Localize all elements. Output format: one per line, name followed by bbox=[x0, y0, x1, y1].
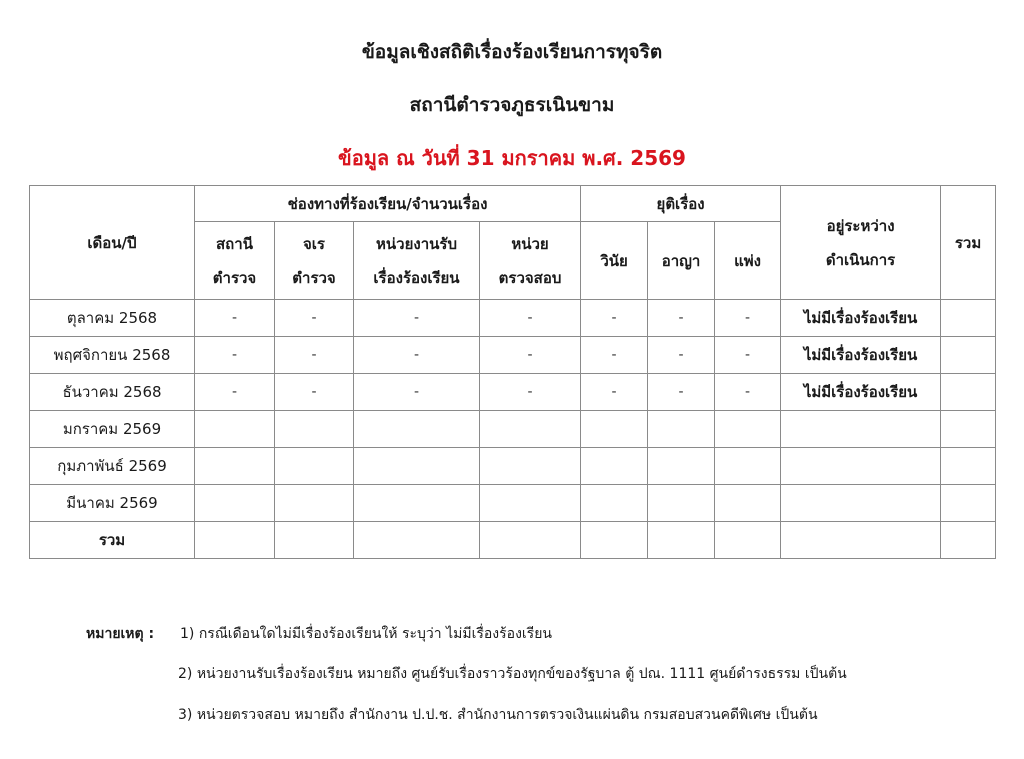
header-channel-station-line1: สถานี bbox=[216, 234, 253, 253]
table-cell bbox=[354, 448, 480, 485]
table-cell: - bbox=[480, 337, 581, 374]
table-cell bbox=[480, 411, 581, 448]
table-cell: - bbox=[354, 337, 480, 374]
table-cell: - bbox=[480, 374, 581, 411]
table-cell bbox=[480, 522, 581, 559]
table-cell bbox=[480, 485, 581, 522]
table-row bbox=[30, 300, 996, 337]
header-settled-group: ยุติเรื่อง bbox=[581, 186, 781, 222]
table-cell bbox=[195, 411, 275, 448]
complaint-statistics-table bbox=[29, 185, 996, 559]
table-cell: - bbox=[715, 374, 781, 411]
row-month: ธันวาคม 2568 bbox=[30, 374, 195, 411]
table-cell bbox=[354, 485, 480, 522]
row-total bbox=[941, 411, 996, 448]
header-total: รวม bbox=[941, 186, 996, 300]
row-pending-status bbox=[781, 448, 941, 485]
table-cell: - bbox=[195, 374, 275, 411]
table-cell: - bbox=[354, 300, 480, 337]
as-of-date: ข้อมูล ณ วันที่ 31 มกราคม พ.ศ. 2569 bbox=[338, 146, 686, 170]
table-cell bbox=[715, 448, 781, 485]
table-cell: - bbox=[354, 374, 480, 411]
row-total bbox=[941, 300, 996, 337]
header-pending-line1: อยู่ระหว่าง bbox=[826, 216, 895, 235]
table-row bbox=[30, 448, 996, 485]
table-cell bbox=[195, 448, 275, 485]
table-cell bbox=[648, 411, 715, 448]
table-row bbox=[30, 337, 996, 374]
table-cell bbox=[581, 522, 648, 559]
table-cell: - bbox=[648, 337, 715, 374]
note-item-2: 2) หน่วยงานรับเรื่องร้องเรียน หมายถึง ศูนย์รับเรื่องราวร้องทุกข์ของรัฐบาล ตู้ ปณ. 1111 ศูนย์ดำรงธรรม เป็นต้น bbox=[178, 666, 847, 682]
table-cell: - bbox=[480, 300, 581, 337]
header-channel-inspector bbox=[275, 222, 354, 300]
header-settled-discipline: วินัย bbox=[581, 222, 648, 300]
row-month: ตุลาคม 2568 bbox=[30, 300, 195, 337]
table-cell bbox=[275, 522, 354, 559]
table-cell bbox=[275, 411, 354, 448]
row-pending-status: ไม่มีเรื่องร้องเรียน bbox=[781, 337, 941, 374]
table-cell bbox=[648, 522, 715, 559]
table-cell: - bbox=[715, 337, 781, 374]
table-cell bbox=[275, 448, 354, 485]
header-month: เดือน/ปี bbox=[30, 186, 195, 300]
table-cell: - bbox=[195, 300, 275, 337]
header-channel-audit bbox=[480, 222, 581, 300]
table-cell bbox=[195, 485, 275, 522]
table-cell bbox=[648, 448, 715, 485]
row-pending-status bbox=[781, 411, 941, 448]
table-cell bbox=[581, 485, 648, 522]
table-cell bbox=[781, 522, 941, 559]
table-row bbox=[30, 411, 996, 448]
notes-label: หมายเหตุ : bbox=[86, 626, 155, 642]
row-total bbox=[941, 485, 996, 522]
header-settled-criminal: อาญา bbox=[648, 222, 715, 300]
header-channel-agency-line2: เรื่องร้องเรียน bbox=[373, 268, 460, 287]
row-total bbox=[941, 337, 996, 374]
table-cell: - bbox=[275, 374, 354, 411]
header-channel-agency-line1: หน่วยงานรับ bbox=[376, 234, 457, 253]
table-cell bbox=[715, 485, 781, 522]
table-cell bbox=[715, 411, 781, 448]
table-cell bbox=[354, 411, 480, 448]
station-name: สถานีตำรวจภูธรเนินขาม bbox=[409, 94, 615, 116]
table-row bbox=[30, 485, 996, 522]
header-channel-station-line2: ตำรวจ bbox=[212, 268, 257, 287]
header-channel-station bbox=[195, 222, 275, 300]
row-month: มกราคม 2569 bbox=[30, 411, 195, 448]
row-month: พฤศจิกายน 2568 bbox=[30, 337, 195, 374]
header-channel-agency bbox=[354, 222, 480, 300]
table-cell: - bbox=[581, 374, 648, 411]
table-cell bbox=[581, 448, 648, 485]
table-cell: - bbox=[648, 374, 715, 411]
header-channel-inspector-line1: จเร bbox=[303, 234, 325, 253]
table-cell bbox=[275, 485, 354, 522]
row-pending-status: ไม่มีเรื่องร้องเรียน bbox=[781, 374, 941, 411]
header-settled-civil: แพ่ง bbox=[715, 222, 781, 300]
header-channel-audit-line1: หน่วย bbox=[511, 234, 549, 253]
table-cell bbox=[480, 448, 581, 485]
note-item-1: 1) กรณีเดือนใดไม่มีเรื่องร้องเรียนให้ ระบุว่า ไม่มีเรื่องร้องเรียน bbox=[180, 626, 552, 642]
table-cell: - bbox=[275, 300, 354, 337]
header-channel-inspector-line2: ตำรวจ bbox=[292, 268, 336, 287]
row-pending-status: ไม่มีเรื่องร้องเรียน bbox=[781, 300, 941, 337]
total-row-label: รวม bbox=[30, 522, 195, 559]
document-title: ข้อมูลเชิงสถิติเรื่องร้องเรียนการทุจริต bbox=[361, 41, 663, 63]
row-total bbox=[941, 374, 996, 411]
table-cell: - bbox=[581, 337, 648, 374]
table-cell: - bbox=[275, 337, 354, 374]
table-cell: - bbox=[581, 300, 648, 337]
table-cell bbox=[354, 522, 480, 559]
header-channels-group: ช่องทางที่ร้องเรียน/จำนวนเรื่อง bbox=[195, 186, 581, 222]
header-pending-line2: ดำเนินการ bbox=[825, 250, 896, 269]
header-pending bbox=[781, 186, 941, 300]
table-cell: - bbox=[648, 300, 715, 337]
table-cell: - bbox=[715, 300, 781, 337]
row-total bbox=[941, 448, 996, 485]
table-cell: - bbox=[195, 337, 275, 374]
table-cell bbox=[195, 522, 275, 559]
row-month: มีนาคม 2569 bbox=[30, 485, 195, 522]
row-pending-status bbox=[781, 485, 941, 522]
table-cell bbox=[715, 522, 781, 559]
table-cell bbox=[941, 522, 996, 559]
table-row bbox=[30, 374, 996, 411]
total-row bbox=[30, 522, 996, 559]
table-cell bbox=[648, 485, 715, 522]
row-month: กุมภาพันธ์ 2569 bbox=[30, 448, 195, 485]
table-cell bbox=[581, 411, 648, 448]
note-item-3: 3) หน่วยตรวจสอบ หมายถึง สำนักงาน ป.ป.ช. สำนักงานการตรวจเงินแผ่นดิน กรมสอบสวนคดีพิเศษ เป็นต้น bbox=[178, 707, 818, 723]
header-channel-audit-line2: ตรวจสอบ bbox=[498, 268, 562, 287]
